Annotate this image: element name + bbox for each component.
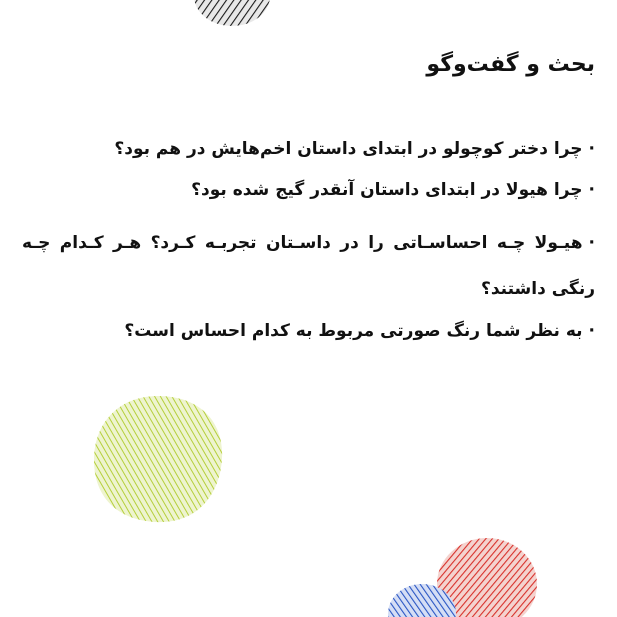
question-text: چرا هیولا در ابتدای داستان آنقدر گیج شده بود؟ xyxy=(191,180,583,200)
green-scribble-decoration xyxy=(88,392,228,528)
question-text: به نظر شما رنگ صورتی مربوط به کدام احساس است؟ xyxy=(124,321,583,341)
bullet-glyph: · xyxy=(588,321,595,341)
list-item xyxy=(22,220,595,312)
list-item xyxy=(22,179,595,201)
bullet-glyph: · xyxy=(588,233,595,253)
bullet-glyph: · xyxy=(588,180,595,200)
question-text: هیـولا چـه احساسـاتی را در داسـتان تجربـه کـرد؟ هـر کـدام چـه رنگی داشتند؟ xyxy=(22,233,595,299)
bullet-glyph: · xyxy=(588,139,595,159)
blue-scribble-decoration xyxy=(386,580,458,617)
page-title: بحث و گفت‌وگو xyxy=(426,52,595,77)
list-item xyxy=(22,320,595,342)
question-text: چرا دختر کوچولو در ابتدای داستان اخم‌هایش در هم بود؟ xyxy=(114,139,583,159)
list-item xyxy=(22,138,595,160)
black-scribble-decoration xyxy=(190,0,274,28)
discussion-question-list xyxy=(22,138,595,361)
